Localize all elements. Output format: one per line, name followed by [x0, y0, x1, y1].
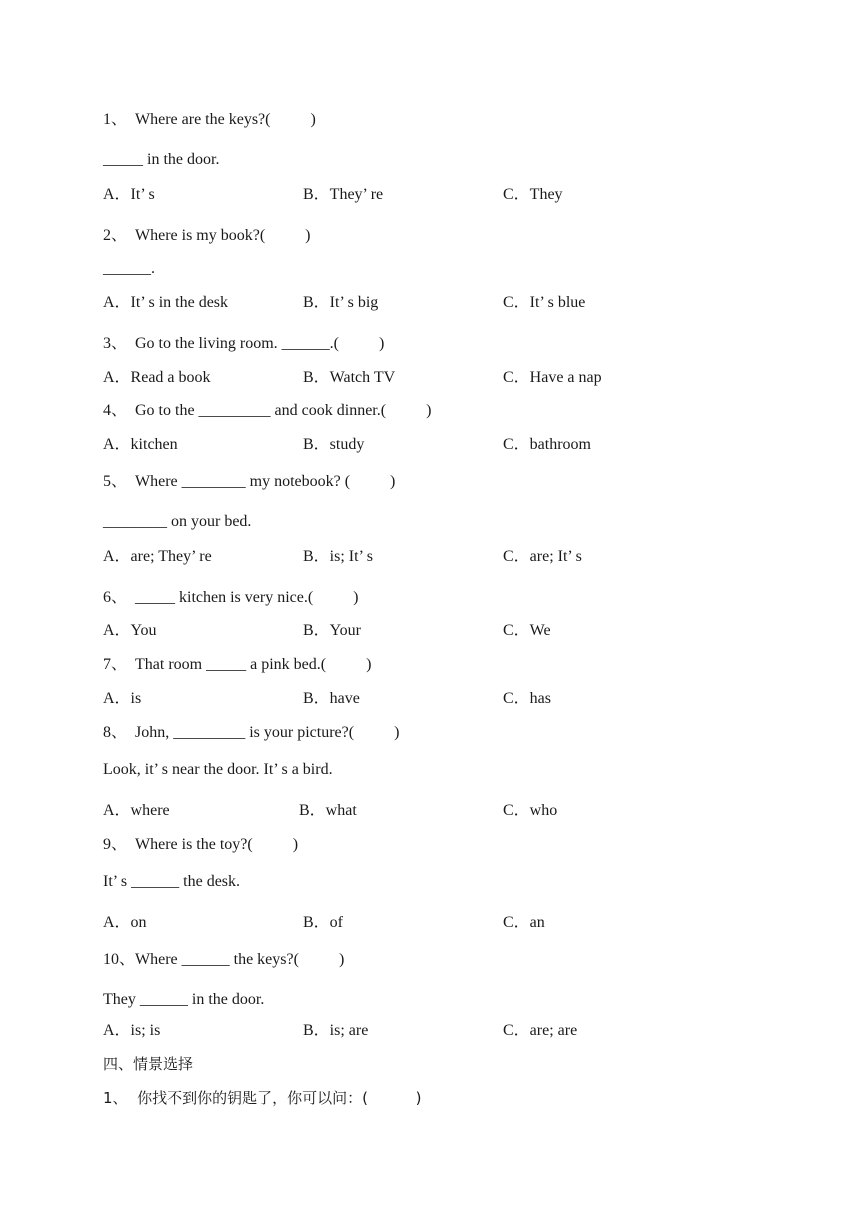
question-8-option-a: A．where	[103, 802, 170, 819]
question-10-stem: 10、Where ______ the keys?( )	[103, 951, 345, 968]
section-question-1-stem: 1、 你找不到你的钥匙了，你可以问：( )	[103, 1089, 422, 1107]
question-5-stem: 5、 Where ________ my notebook? ( )	[103, 473, 396, 490]
question-2-answer-line: ______.	[103, 260, 155, 277]
question-8-option-c: C．who	[503, 802, 558, 819]
question-9-answer-line: It’ s ______ the desk.	[103, 873, 241, 890]
question-1-answer-line: _____ in the door.	[103, 151, 220, 168]
question-5-answer-line: ________ on your bed.	[103, 513, 252, 530]
question-8-option-b: B．what	[299, 802, 357, 819]
question-1-stem: 1、 Where are the keys?( )	[103, 111, 316, 128]
question-5-option-c: C．are; It’ s	[503, 548, 582, 565]
question-4-option-b: B．study	[303, 436, 365, 453]
question-9-option-c: C．an	[503, 914, 545, 931]
question-10-option-a: A．is; is	[103, 1022, 161, 1039]
question-1-option-b: B．They’ re	[303, 186, 384, 203]
question-7-option-a: A．is	[103, 690, 142, 707]
question-2-option-c: C．It’ s blue	[503, 294, 586, 311]
question-6-option-b: B．Your	[303, 622, 361, 639]
question-10-option-b: B．is; are	[303, 1022, 369, 1039]
section-title: 四、情景选择	[103, 1055, 194, 1073]
question-3-option-b: B．Watch TV	[303, 369, 396, 386]
question-2-option-a: A．It’ s in the desk	[103, 294, 229, 311]
question-9-option-a: A．on	[103, 914, 147, 931]
question-1-option-a: A．It’ s	[103, 186, 155, 203]
question-1-option-c: C．They	[503, 186, 563, 203]
question-6-stem: 6、 _____ kitchen is very nice.( )	[103, 589, 359, 606]
question-5-option-a: A．are; They’ re	[103, 548, 212, 565]
question-8-answer-line: Look, it’ s near the door. It’ s a bird.	[103, 761, 333, 778]
question-9-stem: 9、 Where is the toy?( )	[103, 836, 299, 853]
question-10-answer-line: They ______ in the door.	[103, 991, 265, 1008]
question-3-stem: 3、 Go to the living room. ______.( )	[103, 335, 385, 352]
question-4-option-a: A．kitchen	[103, 436, 178, 453]
question-3-option-a: A．Read a book	[103, 369, 211, 386]
question-4-option-c: C．bathroom	[503, 436, 591, 453]
question-8-stem: 8、 John, _________ is your picture?( )	[103, 724, 400, 741]
question-9-option-b: B．of	[303, 914, 344, 931]
question-7-option-c: C．has	[503, 690, 552, 707]
question-2-option-b: B．It’ s big	[303, 294, 379, 311]
question-6-option-c: C．We	[503, 622, 551, 639]
question-4-stem: 4、 Go to the _________ and cook dinner.( )	[103, 402, 432, 419]
question-3-option-c: C．Have a nap	[503, 369, 602, 386]
question-6-option-a: A．You	[103, 622, 157, 639]
question-2-stem: 2、 Where is my book?( )	[103, 227, 311, 244]
question-7-option-b: B．have	[303, 690, 360, 707]
question-10-option-c: C．are; are	[503, 1022, 578, 1039]
question-7-stem: 7、 That room _____ a pink bed.( )	[103, 656, 372, 673]
question-5-option-b: B．is; It’ s	[303, 548, 373, 565]
